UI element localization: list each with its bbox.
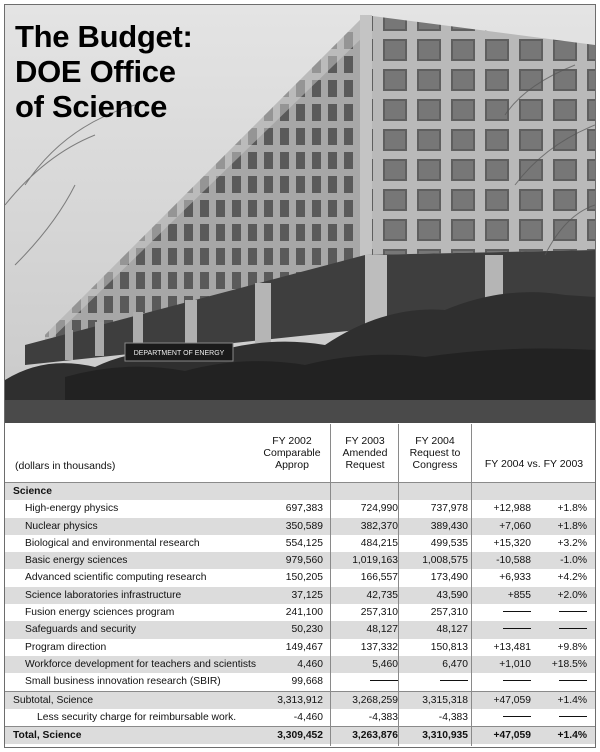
table-row [5,726,595,744]
table-row [5,587,595,604]
cell-change [503,673,531,690]
col-header-fy2003 [331,424,399,482]
cell-fy2002: 979,560 [285,555,323,567]
table-row [5,691,595,709]
cell-change: -10,588 [496,555,531,567]
empty-dash [503,628,531,629]
sign-text: DEPARTMENT OF ENERGY [133,350,225,357]
cell-percent: +9.8% [557,641,587,653]
headline [15,19,193,124]
table-row [5,500,595,517]
cell-percent: -1.0% [560,555,587,567]
cell-change: +7,060 [499,520,531,532]
cell-change: +47,059 [493,694,531,706]
cell-fy2002: 3,309,452 [277,730,323,742]
row-label: Small business innovation research (SBIR) [25,676,221,688]
column-divider [471,424,472,746]
row-label: Fusion energy sciences program [25,607,175,619]
empty-dash [503,680,531,681]
col-header-change: FY 2004 vs. FY 2003 [484,458,584,470]
cell-percent: +3.2% [557,537,587,549]
empty-dash [559,680,587,681]
cell-fy2002: 99,668 [291,676,323,688]
cell-percent: +1.8% [557,520,587,532]
row-label: Total, Science [13,730,82,742]
cell-change: +6,933 [499,572,531,584]
cell-fy2004: 3,310,935 [422,730,468,742]
cell-fy2003: 42,735 [366,589,398,601]
cell-percent [559,709,587,726]
row-label: Program direction [25,641,107,653]
row-label: Science laboratories infrastructure [25,589,182,601]
cell-fy2003: 3,263,876 [352,730,398,742]
row-label: Biological and environmental research [25,537,200,549]
row-label: Safeguards and security [25,624,137,636]
cell-fy2003: 724,990 [360,503,398,515]
cell-change: +12,988 [493,503,531,515]
cell-change: +13,481 [493,641,531,653]
col-header-fy2002-line-1: FY 2002 [272,435,312,447]
row-label: Workforce development for teachers and scientists [25,658,257,670]
col-header-fy2004 [399,424,471,482]
cell-fy2004 [440,673,468,690]
table-header [5,424,595,483]
cell-percent: +2.0% [557,589,587,601]
cell-fy2002: 3,313,912 [277,694,323,706]
cell-change [503,604,531,621]
col-header-fy2002-line-2: Comparable [263,447,321,459]
row-label: Advanced scientific computing research [25,572,207,584]
cell-percent: +1.4% [557,730,587,742]
budget-table [5,424,595,744]
table-row [5,535,595,552]
cell-fy2004: 150,813 [430,641,468,653]
cell-percent: +1.4% [557,694,587,706]
cell-fy2002: 149,467 [285,641,323,653]
cell-fy2003: 1,019,163 [352,555,398,567]
cell-percent [559,604,587,621]
unit-label: (dollars in thousands) [15,460,116,472]
cell-fy2004: 257,310 [430,607,468,619]
row-label: Nuclear physics [25,520,98,532]
table-body [5,483,595,744]
table-row [5,621,595,638]
empty-dash [503,716,531,717]
col-header-fy2003-line-2: Amended [342,447,388,459]
cell-change: +47,059 [493,730,531,742]
col-header-fy2004-line-1: FY 2004 [415,435,455,447]
cell-percent: +1.8% [557,503,587,515]
cell-fy2003 [370,673,398,690]
cell-fy2003: 257,310 [360,607,398,619]
cell-fy2004: 1,008,575 [422,555,468,567]
headline-line-3: of Science [15,89,168,124]
cell-percent: +18.5% [551,658,587,670]
cell-change [503,621,531,638]
row-label: High-energy physics [25,503,119,515]
cell-fy2002: 150,205 [285,572,323,584]
cell-percent [559,621,587,638]
table-row [5,552,595,569]
cell-fy2003: -4,383 [368,711,398,723]
cell-percent: +4.2% [557,572,587,584]
cell-change [503,709,531,726]
empty-dash [559,611,587,612]
cell-percent [559,673,587,690]
cell-fy2004: 43,590 [436,589,468,601]
cell-fy2003: 5,460 [372,658,398,670]
table-row [5,639,595,656]
cell-fy2004: 6,470 [442,658,468,670]
cell-fy2002: 241,100 [285,607,323,619]
col-header-fy2004-line-3: Congress [412,459,458,471]
row-label: Basic energy sciences [25,555,128,567]
cell-fy2002: 37,125 [291,589,323,601]
column-divider [398,424,399,746]
cell-fy2003: 166,557 [360,572,398,584]
table-row [5,656,595,673]
cell-fy2003: 382,370 [360,520,398,532]
page-frame [4,4,596,748]
column-divider [330,424,331,746]
empty-dash [503,611,531,612]
cell-fy2004: 389,430 [430,520,468,532]
cell-fy2002: -4,460 [293,711,323,723]
cell-fy2004: -4,383 [438,711,468,723]
cell-fy2002: 4,460 [297,658,323,670]
cell-fy2002: 50,230 [291,624,323,636]
row-label: Less security charge for reimbursable work. [37,711,237,723]
section-label: Science [13,486,52,497]
cell-change: +15,320 [493,537,531,549]
empty-dash [559,628,587,629]
col-header-fy2002 [253,424,331,482]
col-header-fy2004-line-2: Request to [409,447,461,459]
table-row [5,673,595,690]
headline-line-1: The Budget: [15,19,193,54]
col-header-fy2003-line-3: Request [345,459,385,471]
empty-dash [370,680,398,681]
table-row [5,569,595,586]
table-row [5,518,595,535]
row-label: Subtotal, Science [13,694,94,706]
section-header [5,483,595,500]
cell-fy2004: 3,315,318 [422,694,468,706]
cell-fy2002: 697,383 [285,503,323,515]
cell-fy2003: 3,268,259 [352,694,398,706]
cell-fy2004: 173,490 [430,572,468,584]
empty-dash [559,716,587,717]
cell-fy2003: 484,215 [360,537,398,549]
cell-fy2003: 137,332 [360,641,398,653]
table-row [5,709,595,726]
building-photo [5,5,595,423]
cell-change: +855 [507,589,531,601]
headline-line-2: DOE Office [15,54,176,89]
empty-dash [440,680,468,681]
col-header-fy2003-line-1: FY 2003 [345,435,385,447]
cell-fy2004: 499,535 [430,537,468,549]
cell-fy2002: 554,125 [285,537,323,549]
cell-change: +1,010 [499,658,531,670]
cell-fy2004: 737,978 [430,503,468,515]
table-row [5,604,595,621]
cell-fy2003: 48,127 [366,624,398,636]
col-header-fy2002-line-3: Approp [275,459,309,471]
cell-fy2004: 48,127 [436,624,468,636]
cell-fy2002: 350,589 [285,520,323,532]
